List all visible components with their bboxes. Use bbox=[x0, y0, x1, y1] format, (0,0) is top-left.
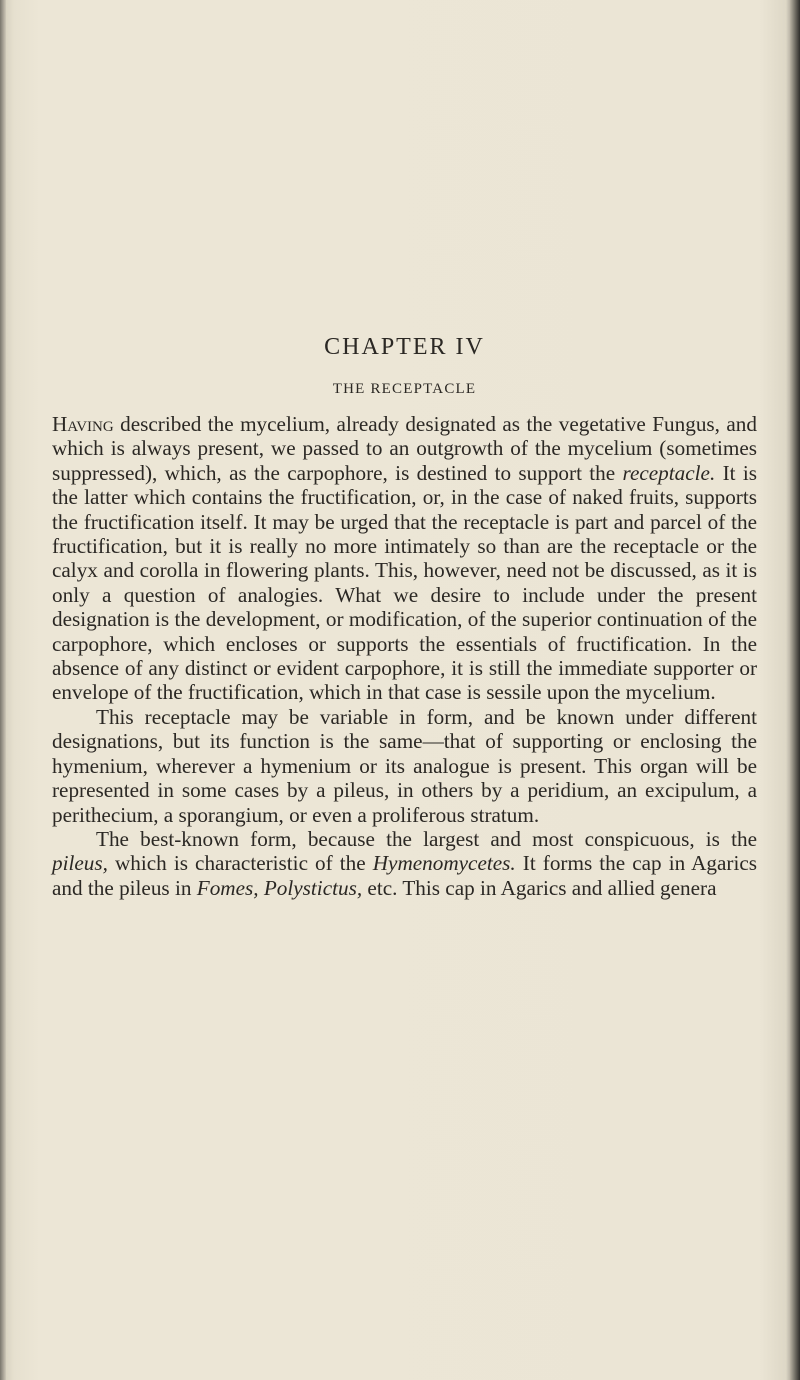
chapter-title: CHAPTER IV bbox=[324, 334, 485, 360]
section-title: THE RECEPTACLE bbox=[332, 381, 477, 397]
page-left-edge bbox=[0, 0, 6, 1380]
paragraph-1: Having described the mycelium, already designated as the vegetative Fungus, and which is always present, we passed to an outgrowth of the mycelium (sometimes suppressed), which, as the carpophore, is destined to support the receptacle. It is the latter which contains the fructification, or, in the case of naked fruits, supports the fructification itself. It may be urged that the receptacle is part and parcel of the fructification, but it is really no more intimately so than are the receptacle or the calyx and corolla in flowering plants. This, however, need not be discussed, as it is only a question of analogies. What we desire to include under the present designation is the development, or modification, of the superior continuation of the carpophore, which encloses or supports the essentials of fructification. In the absence of any distinct or evident carpophore, it is still the immediate supporter or envelope of the fructification, which in that case is sessile upon the mycelium. bbox=[52, 412, 757, 705]
paragraph-2: This receptacle may be variable in form, and be known under different designations, but its function is the same—that of supporting or enclosing the hymenium, wherever a hymenium or its analogue is present. This organ will be represented in some cases by a pileus, in others by a peridium, an excipulum, a perithecium, a sporangium, or even a proliferous stratum. bbox=[52, 704, 757, 827]
emphasis-receptacle: receptacle. bbox=[622, 460, 716, 485]
paragraph-lead-word: Having bbox=[52, 412, 114, 436]
emphasis-hymenomycetes: Hymenomycetes. bbox=[372, 851, 516, 876]
emphasis-genera: Fomes, Polystictus, bbox=[196, 875, 363, 900]
page-text bbox=[52, 334, 757, 900]
paragraph-3: The best-known form, because the largest and most conspicuous, is the pileus, which is characteristic of the Hymenomycetes. It forms the cap in Agarics and the pileus in Fomes, Polystictus, etc. This cap in Agarics and allied genera bbox=[52, 826, 757, 900]
page-right-edge bbox=[790, 0, 800, 1380]
emphasis-pileus: pileus, bbox=[52, 851, 108, 876]
